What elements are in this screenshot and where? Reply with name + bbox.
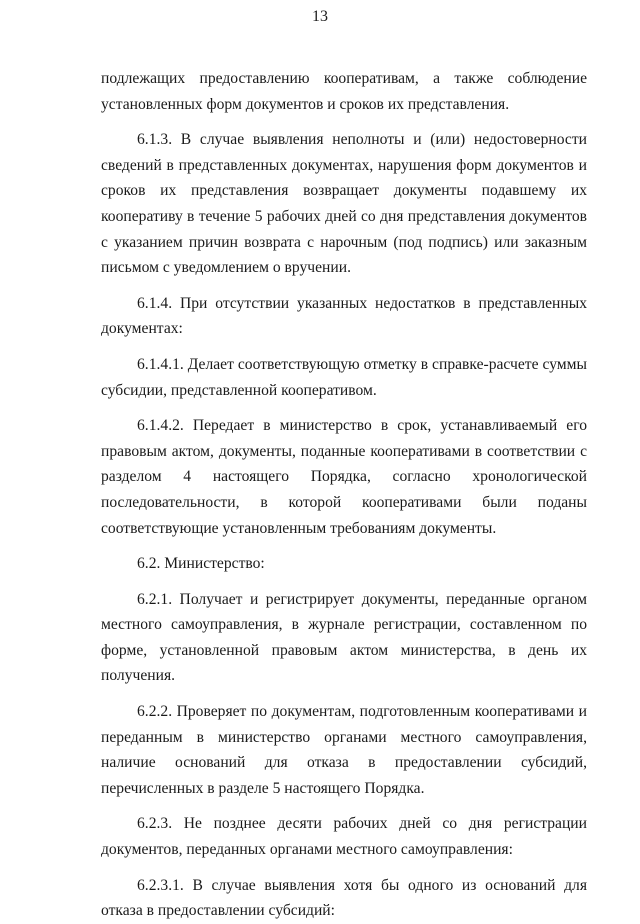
paragraph-6-1-4-1: 6.1.4.1. Делает соответствующую отметку в справке-расчете суммы субсидии, представленной кооперативом. [101, 355, 587, 399]
paragraph-6-2-3-1: 6.2.3.1. В случае выявления хотя бы одного из оснований для отказа в предоставлении субсидий: [101, 876, 587, 920]
paragraph-6-2-1: 6.2.1. Получает и регистрирует документы, переданные органом местного самоуправления, в журнале регистрации, составленном по форме, установленной правовым актом министерства, в день их получения. [101, 590, 587, 685]
paragraph-6-1-3: 6.1.3. В случае выявления неполноты и (или) недостоверности сведений в представленных документах, нарушения форм документов и сроков их представления возвращает документы подавшему их кооперативу в течение 5 рабочих дней со дня представления документов с указанием причин возврата с нарочным (под подпись) или заказным письмом с уведомлением о вручении. [101, 131, 587, 277]
page-number: 13 [312, 8, 328, 25]
paragraph-6-1-4-2: 6.1.4.2. Передает в министерство в срок, устанавливаемый его правовым актом, документы, поданные кооперативами в соответствии с разделом 4 настоящего Порядка, согласно хронологической последовательности, в которой кооперативами были поданы соответствующие установленным требованиям документы. [101, 417, 587, 537]
paragraph-continuation: подлежащих предоставлению кооперативам, а также соблюдение установленных форм документов и сроков их представления. [101, 70, 587, 113]
paragraph-6-1-4: 6.1.4. При отсутствии указанных недостатков в представленных документах: [101, 294, 587, 338]
paragraph-6-2: 6.2. Министерство: [137, 555, 265, 573]
document-body [101, 66, 587, 924]
paragraph-6-2-2: 6.2.2. Проверяет по документам, подготовленным кооперативами и переданным в министерство органами местного самоуправления, наличие оснований для отказа в предоставлении субсидий, перечисленных в разделе 5 настоящего Порядка. [101, 703, 587, 797]
paragraph-6-2-3: 6.2.3. Не позднее десяти рабочих дней со дня регистрации документов, переданных органами местного самоуправления: [101, 815, 587, 859]
